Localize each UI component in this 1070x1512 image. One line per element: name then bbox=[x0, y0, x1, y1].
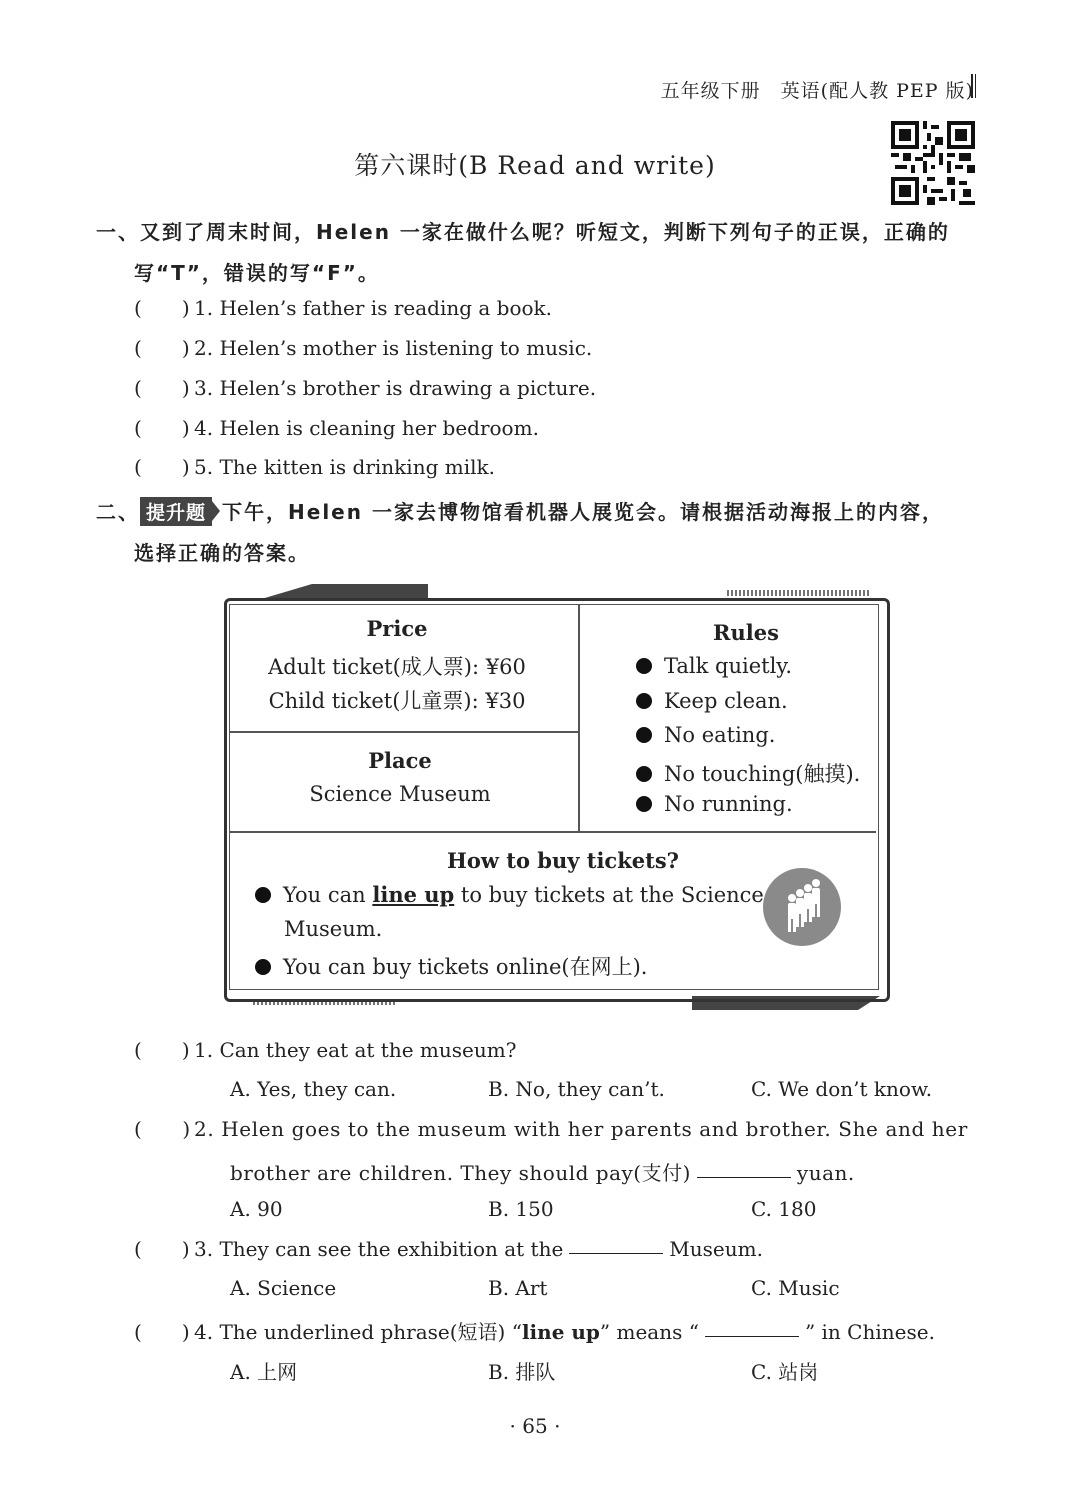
rule-item: Keep clean. bbox=[636, 689, 788, 713]
section2-instruction-line1: 二、 提升题 下午，Helen 一家去博物馆看机器人展览会。请根据活动海报上的内容， bbox=[96, 496, 944, 526]
adult-ticket-price: Adult ticket(成人票): ¥60 bbox=[268, 655, 526, 679]
rule-item: No running. bbox=[636, 792, 793, 816]
q1-option-b: B. No, they can’t. bbox=[488, 1077, 665, 1101]
question-4: ( ) 4. The underlined phrase(短语) “line up” means “ ” in Chinese. bbox=[134, 1320, 935, 1344]
header-divider bbox=[971, 74, 976, 98]
q3-option-a: A. Science bbox=[230, 1276, 337, 1300]
q2-option-b: B. 150 bbox=[488, 1197, 554, 1221]
q1-option-c: C. We don’t know. bbox=[751, 1077, 933, 1101]
s1-item-1: ( ) 1. Helen’s father is reading a book. bbox=[134, 296, 553, 320]
q2-option-c: C. 180 bbox=[751, 1197, 817, 1221]
s1-item-3: ( ) 3. Helen’s brother is drawing a picture. bbox=[134, 376, 597, 400]
buy-method-2: You can buy tickets online(在网上). bbox=[255, 951, 647, 981]
s1-item-5: ( ) 5. The kitten is drinking milk. bbox=[134, 455, 495, 479]
section2-instruction-line2: 选择正确的答案。 bbox=[134, 541, 310, 565]
bullet-icon bbox=[255, 887, 271, 903]
rule-item: No eating. bbox=[636, 723, 775, 747]
q4-option-c: C. 站岗 bbox=[751, 1360, 819, 1384]
q4-option-b: B. 排队 bbox=[488, 1360, 556, 1384]
place-title: Place bbox=[368, 748, 432, 773]
bullet-icon bbox=[636, 727, 652, 743]
q3-option-c: C. Music bbox=[751, 1276, 840, 1300]
header-text: 五年级下册 英语(配人教 PEP 版) bbox=[660, 80, 974, 102]
answer-blank bbox=[705, 1320, 799, 1337]
buy-title: How to buy tickets? bbox=[447, 848, 679, 873]
rule-item: Talk quietly. bbox=[636, 654, 792, 678]
question-3: ( ) 3. They can see the exhibition at the Museum. bbox=[134, 1237, 763, 1261]
place-value: Science Museum bbox=[309, 782, 491, 806]
q2-option-a: A. 90 bbox=[230, 1197, 283, 1221]
bullet-icon bbox=[636, 693, 652, 709]
advanced-badge: 提升题 bbox=[140, 497, 212, 526]
underlined-phrase: line up bbox=[372, 882, 455, 907]
poster-left-divider bbox=[230, 731, 578, 733]
bullet-icon bbox=[636, 658, 652, 674]
buy-method-1: You can line up to buy tickets at the Science bbox=[255, 882, 764, 907]
s1-item-4: ( ) 4. Helen is cleaning her bedroom. bbox=[134, 416, 539, 440]
lesson-title: 第六课时(B Read and write) bbox=[354, 151, 716, 180]
bullet-icon bbox=[636, 796, 652, 812]
poster-bottom-divider bbox=[230, 831, 876, 833]
s1-item-2: ( ) 2. Helen’s mother is listening to music. bbox=[134, 336, 593, 360]
question-2-cont: brother are children. They should pay(支付) yuan. bbox=[230, 1161, 855, 1185]
bullet-icon bbox=[255, 959, 271, 975]
buy-method-1-cont: Museum. bbox=[284, 917, 383, 941]
question-1: ( ) 1. Can they eat at the museum? bbox=[134, 1038, 517, 1062]
answer-blank bbox=[569, 1237, 663, 1254]
child-ticket-price: Child ticket(儿童票): ¥30 bbox=[268, 689, 526, 713]
queue-people-icon bbox=[762, 867, 842, 947]
question-2: ( ) 2. Helen goes to the museum with her parents and brother. She and her bbox=[134, 1117, 968, 1141]
rule-item: No touching(触摸). bbox=[636, 758, 860, 788]
answer-blank bbox=[697, 1161, 791, 1178]
section1-instruction-line2: 写“T”，错误的写“F”。 bbox=[134, 261, 380, 285]
page-number: · 65 · bbox=[509, 1414, 561, 1438]
section1-instruction-line1: 一、又到了周末时间，Helen 一家在做什么呢？听短文，判断下列句子的正误，正确的 bbox=[96, 220, 950, 244]
rules-title: Rules bbox=[713, 620, 779, 645]
bullet-icon bbox=[636, 766, 652, 782]
q3-option-b: B. Art bbox=[488, 1276, 548, 1300]
q4-option-a: A. 上网 bbox=[230, 1360, 298, 1384]
price-title: Price bbox=[366, 616, 428, 641]
q1-option-a: A. Yes, they can. bbox=[230, 1077, 397, 1101]
